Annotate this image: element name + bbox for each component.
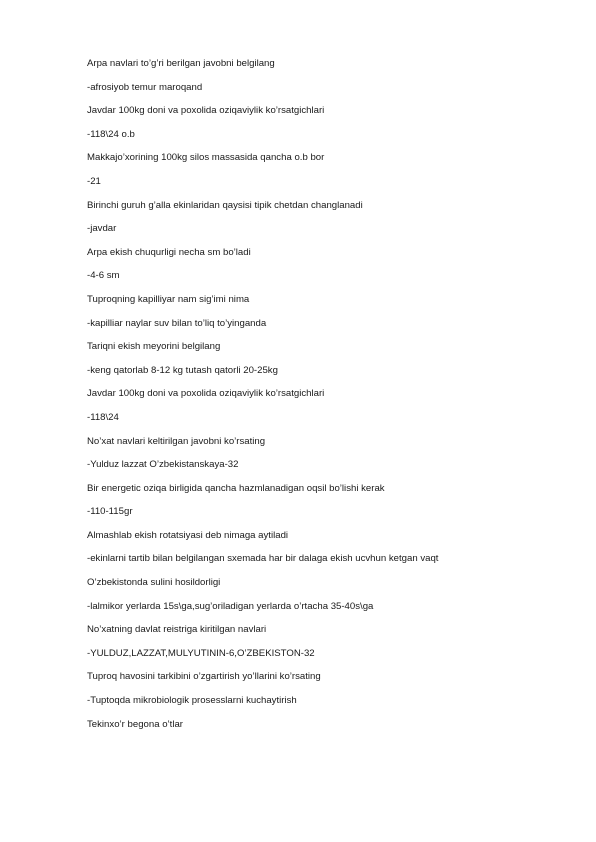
text-line: -ekinlarni tartib bilan belgilangan sxemada har bir dalaga ekish ucvhun ketgan vaqt [87,553,439,565]
text-line: Arpa navlari to’g’ri berilgan javobni belgilang [87,58,275,69]
text-line: Javdar 100kg doni va poxolida oziqaviylik ko’rsatgichlari [87,388,325,400]
text-line: -lalmikor yerlarda 15s\ga,sug’oriladigan yerlarda o’rtacha 35-40s\ga [87,600,374,612]
text-line: -118\24 o.b [87,128,135,140]
text-line: -keng qatorlab 8-12 kg tutash qatorli 20-25kg [87,364,278,376]
text-line: -Tuptoqda mikrobiologik prosesslarni kuchaytirish [87,695,297,707]
text-line: -118\24 [87,411,119,423]
text-line: -110-115gr [87,506,133,518]
text-line: Tuproq havosini tarkibini o’zgartirish yo’llarini ko’rsating [87,671,321,683]
text-line: No’xat navlari keltirilgan javobni ko’rsating [87,435,266,447]
text-line: Tekinxo’r begona o’tlar [87,718,183,730]
text-line: Makkajo’xorining 100kg silos massasida qancha o.b bor [87,152,325,164]
text-line: Javdar 100kg doni va poxolida oziqaviylik ko’rsatgichlari [87,105,325,117]
text-line: Tariqni ekish meyorini belgilang [87,341,221,353]
text-line: -afrosiyob temur maroqand [87,81,203,93]
text-line: -javdar [87,223,117,235]
text-line: -kapilliar naylar suv bilan to’liq to’yinganda [87,317,267,329]
text-line: Almashlab ekish rotatsiyasi deb nimaga aytiladi [87,529,289,541]
text-line: -Yulduz lazzat O’zbekistanskaya-32 [87,459,239,471]
text-line: -4-6 sm [87,270,120,282]
text-line: Bir energetic oziqa birligida qancha hazmlanadigan oqsil bo’lishi kerak [87,482,385,494]
text-lines [87,57,567,741]
text-line: -YULDUZ,LAZZAT,MULYUTININ-6,O’ZBEKISTON-32 [87,647,315,659]
text-line: O’zbekistonda sulini hosildorligi [87,577,221,589]
text-line: No’xatning davlat reistriga kiritilgan navlari [87,624,267,636]
text-line: Tuproqning kapilliyar nam sig’imi nima [87,293,250,305]
text-line: -21 [87,175,101,187]
text-line: Birinchi guruh g’alla ekinlaridan qaysisi tipik chetdan changlanadi [87,199,363,211]
text-line: Arpa ekish chuqurligi necha sm bo’ladi [87,246,251,258]
